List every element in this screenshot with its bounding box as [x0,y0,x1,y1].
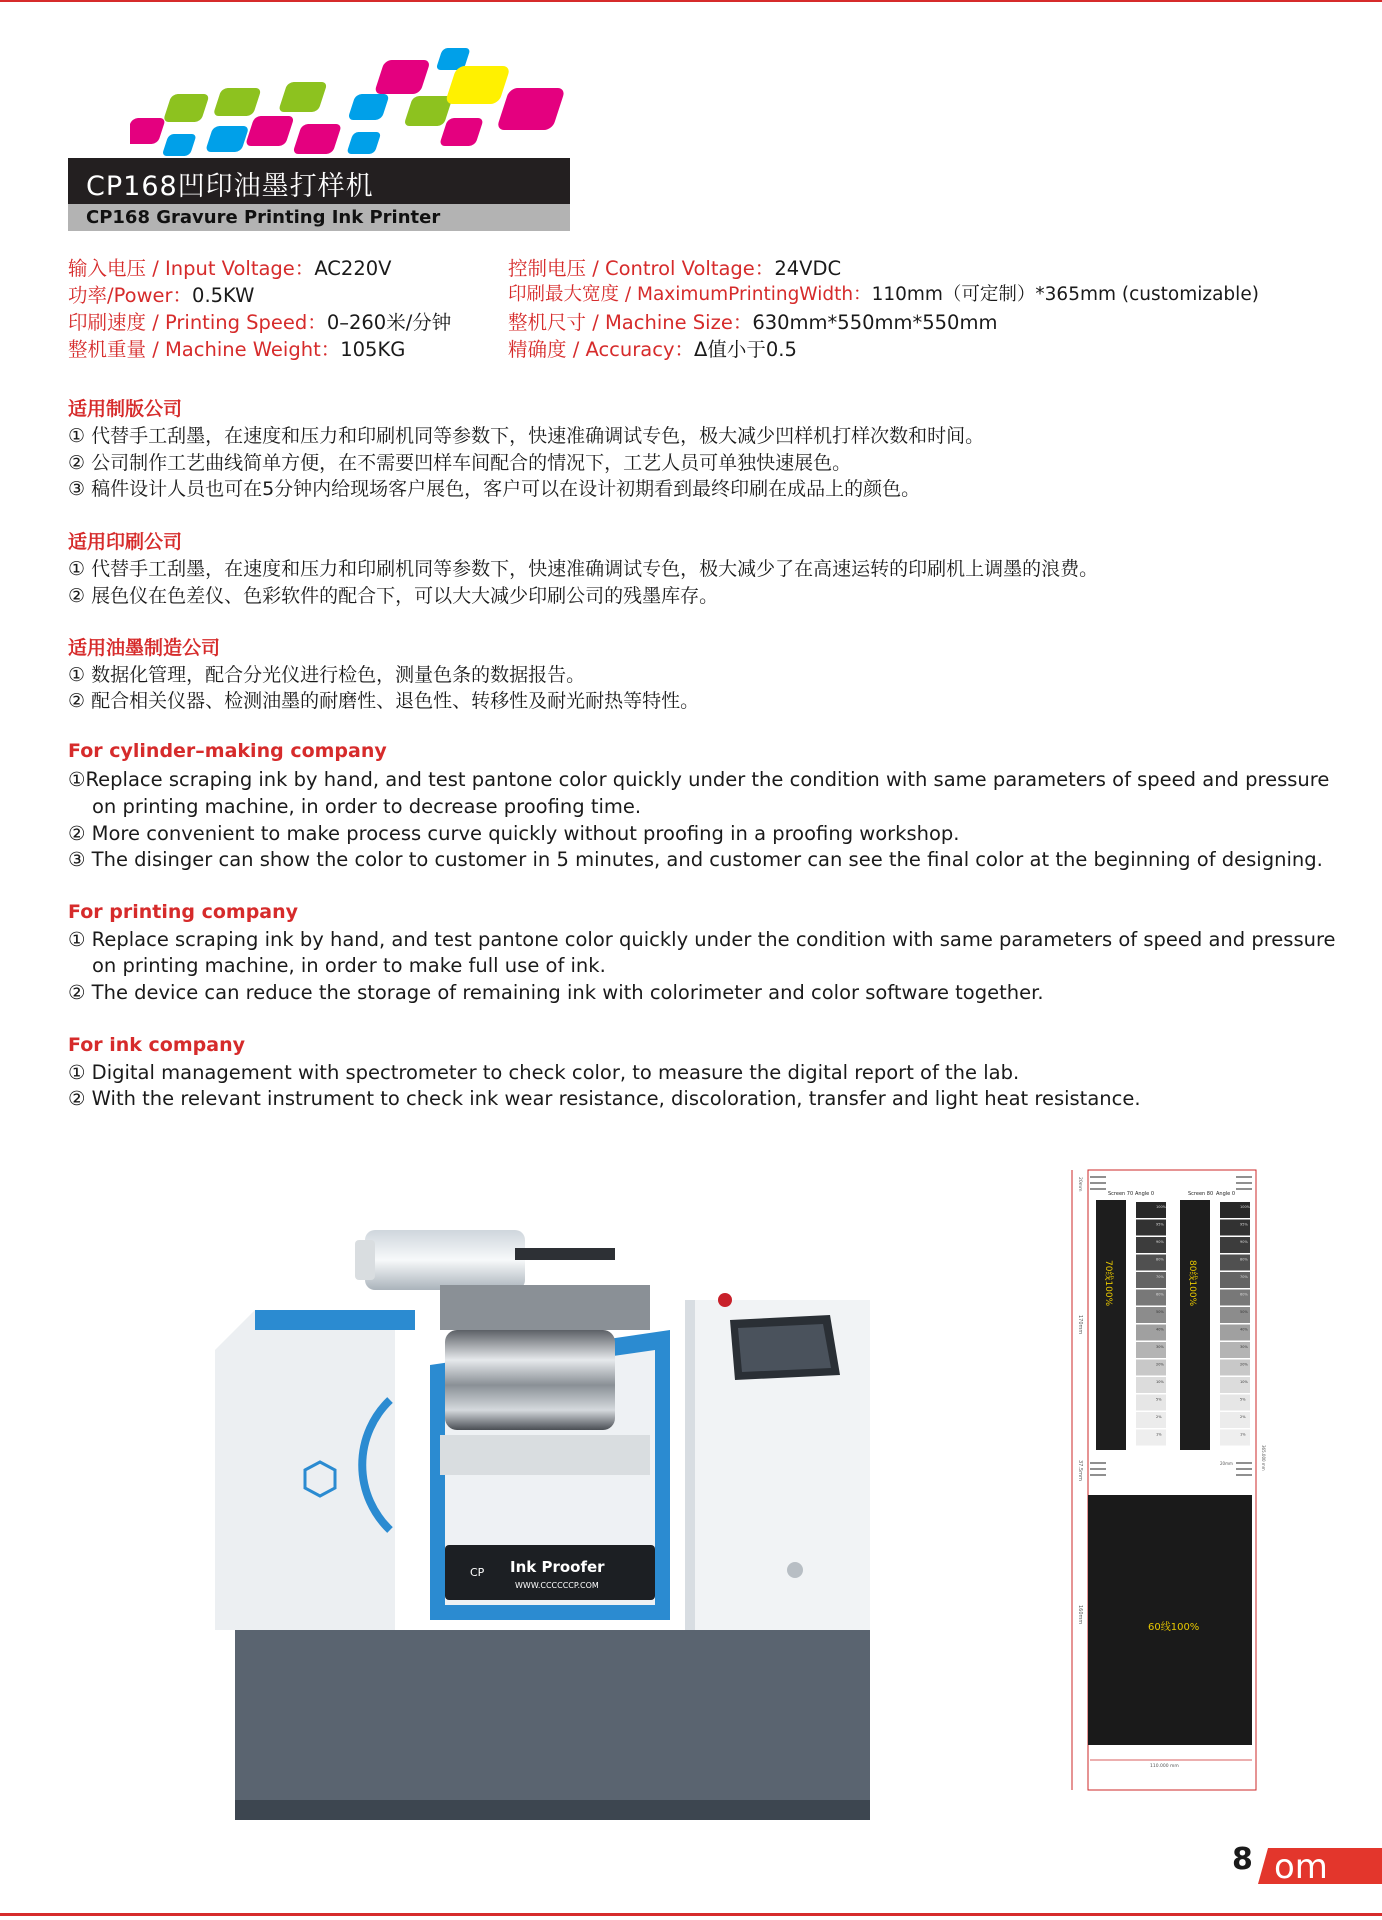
tone-patch-label: 30% [1156,1345,1164,1349]
title-cn-bar [68,158,570,204]
list-item: ② The device can reduce the storage of remaining ink with colorimeter and color software together. [68,981,1044,1004]
strip-label-80: 80线100% [1187,1260,1197,1307]
spec-machine-size: 整机尺寸 / Machine Size：630mm*550mm*550mm [508,311,998,334]
corner-text: om [1274,1848,1328,1884]
spec-machine-weight: 整机重量 / Machine Weight：105KG [68,338,406,361]
strip-label-70: 70线100% [1103,1260,1113,1307]
section-heading-ink-company: For ink company [68,1034,245,1056]
tone-patch-label: 95% [1240,1222,1248,1227]
spec-control-voltage: 控制电压 / Control Voltage：24VDC [508,257,842,280]
tone-patch-label: 80% [1156,1257,1164,1262]
tone-patch-label: 95% [1156,1222,1164,1227]
tone-patch-label: 1% [1156,1432,1162,1437]
list-item: ② 配合相关仪器、检测油墨的耐磨性、退色性、转移性及耐光耐热等特性。 [68,690,700,712]
tone-patch-label: 100% [1156,1205,1167,1209]
title-en-bar [68,204,570,231]
list-item: ① Replace scraping ink by hand, and test pantone color quickly under the condition with same parameters of speed and pressure [68,928,1336,951]
strip-screen-b: Screen 80 [1188,1191,1214,1197]
dim-bottom: 160mm [1077,1605,1083,1625]
tone-patch-label: 40% [1156,1327,1164,1332]
tone-patch-label: 2% [1156,1415,1162,1419]
strip-angle-b: Angle 0 [1216,1191,1235,1197]
corner-tab [1258,1848,1382,1884]
tone-patch-label: 90% [1240,1240,1248,1244]
spec-printing-speed: 印刷速度 / Printing Speed：0–260米/分钟 [68,311,452,334]
list-item: on printing machine, in order to decrease proofing time. [92,795,642,818]
machine-brand-label: Ink Proofer [510,1558,605,1576]
page-number: 8 [1232,1842,1253,1877]
tone-patch-label: 50% [1156,1310,1164,1314]
list-item: on printing machine, in order to make full use of ink. [92,954,606,977]
tone-patch-label: 20% [1240,1362,1248,1367]
dim-small: 20mm [1220,1461,1233,1466]
tone-patch-label: 1% [1240,1432,1246,1437]
machine-brand-url: WWW.CCCCCCP.COM [515,1581,599,1590]
tone-patch-label: 60% [1240,1292,1248,1297]
tone-patch-label: 70% [1156,1275,1164,1279]
machine-logo-text: CP [470,1566,485,1579]
section-heading-cylinder-making: For cylinder–making company [68,740,387,762]
tone-patch-label: 2% [1240,1415,1246,1419]
list-item: ① Digital management with spectrometer to check color, to measure the digital report of the lab. [68,1061,1020,1084]
tone-patch-label: 20% [1156,1362,1164,1367]
list-item: ② With the relevant instrument to check ink wear resistance, discoloration, transfer and light heat resistance. [68,1087,1141,1110]
strip-label-60: 60线100% [1148,1622,1200,1633]
proof-test-strip [1070,1165,1270,1800]
section-heading-printing: 适用印刷公司 [68,531,183,553]
section-heading-printing-company: For printing company [68,901,299,923]
list-item: ② 展色仪在色差仪、色彩软件的配合下，可以大大减少印刷公司的残墨库存。 [68,585,719,607]
page-title-cn: CP168凹印油墨打样机 [86,171,374,202]
spec-max-printing-width: 印刷最大宽度 / MaximumPrintingWidth：110mm（可定制）*365mm (customizable) [508,284,1259,305]
decorative-tiles [130,38,600,168]
top-rule [0,0,1382,2]
tone-patch-label: 70% [1240,1275,1248,1279]
list-item: ② More convenient to make process curve quickly without proofing in a proofing workshop. [68,822,960,845]
strip-angle-a: Angle 0 [1135,1191,1154,1197]
tone-patch-label: 90% [1156,1240,1164,1244]
tone-patch-label: 60% [1156,1292,1164,1297]
bottom-rule [0,1913,1382,1916]
spec-power: 功率/Power：0.5KW [68,284,255,307]
tone-patch-label: 100% [1240,1205,1251,1209]
dim-total: 365.000 mm [1261,1445,1266,1471]
section-heading-plate-making: 适用制版公司 [68,398,183,420]
list-item: ③ 稿件设计人员也可在5分钟内给现场客户展色，客户可以在设计初期看到最终印刷在成品上的颜色。 [68,478,921,500]
dim-top: 20mm [1077,1177,1082,1192]
list-item: ①Replace scraping ink by hand, and test pantone color quickly under the condition with same parameters of speed and pressure [68,768,1330,791]
strip-screen-a: Screen 70 [1108,1191,1134,1197]
dim-mid: 170mm [1077,1315,1083,1335]
list-item: ① 代替手工刮墨，在速度和压力和印刷机同等参数下，快速准确调试专色，极大减少了在高速运转的印刷机上调墨的浪费。 [68,558,1099,580]
list-item: ① 代替手工刮墨，在速度和压力和印刷机同等参数下，快速准确调试专色，极大减少凹样机打样次数和时间。 [68,425,985,447]
tone-patch-label: 5% [1156,1397,1162,1402]
spec-input-voltage: 输入电压 / Input Voltage：AC220V [68,257,392,280]
list-item: ③ The disinger can show the color to customer in 5 minutes, and customer can see the final color at the beginning of designing. [68,848,1323,871]
tone-patch-label: 5% [1240,1397,1246,1402]
dim-width: 110.000 mm [1150,1764,1179,1769]
section-heading-ink-making: 适用油墨制造公司 [68,637,221,659]
ink-proofer-machine-image [215,1200,875,1860]
list-item: ② 公司制作工艺曲线简单方便，在不需要凹样车间配合的情况下，工艺人员可单独快速展色。 [68,452,852,474]
tone-patch-label: 10% [1240,1380,1248,1384]
list-item: ① 数据化管理，配合分光仪进行检色，测量色条的数据报告。 [68,664,586,686]
tone-patch-label: 10% [1156,1380,1164,1384]
page-title-en: CP168 Gravure Printing Ink Printer [86,207,441,228]
tone-patch-label: 50% [1240,1310,1248,1314]
dim-gap: 37.5mm [1077,1460,1083,1481]
tone-patch-label: 40% [1240,1327,1248,1332]
tone-patch-label: 30% [1240,1345,1248,1349]
spec-accuracy: 精确度 / Accuracy：Δ值小于0.5 [508,338,797,361]
tone-patch-label: 80% [1240,1257,1248,1262]
